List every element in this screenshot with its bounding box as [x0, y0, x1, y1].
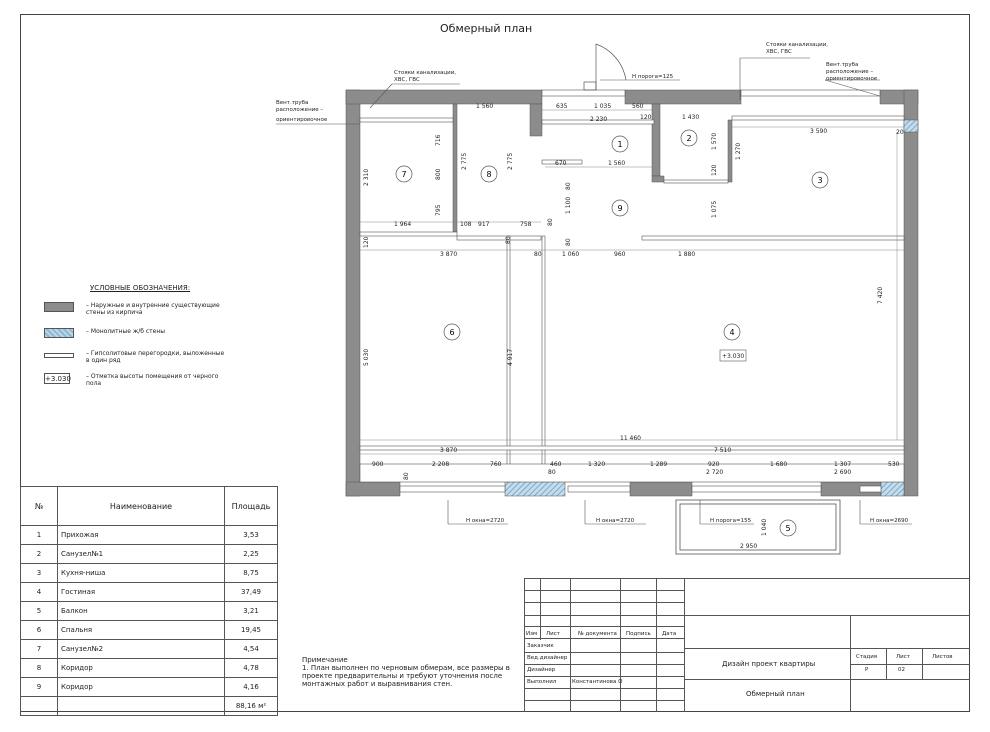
total-area: 88,16 м²	[225, 697, 278, 716]
dim: 20	[896, 129, 904, 136]
dim: 2 230	[590, 116, 608, 123]
stack-label-right: Стояки канализации,	[766, 42, 829, 48]
plan-annotations	[276, 42, 909, 524]
stamp-role: Дизайнер	[527, 667, 556, 673]
room-area: 3,53	[225, 526, 278, 545]
col-header: №	[21, 487, 58, 526]
room-number: 1	[21, 526, 58, 545]
entry-door	[584, 44, 626, 90]
windows	[400, 90, 881, 492]
room-name: Спальня	[58, 621, 225, 640]
window-height-1: Н окна=2720	[466, 518, 505, 524]
dim: 80	[565, 238, 572, 246]
dim: 2 950	[740, 543, 758, 550]
room-number-label: 3	[817, 176, 823, 185]
col-header: Наименование	[58, 487, 225, 526]
dim: 2 208	[432, 461, 450, 468]
vent-label-right: Вент.труба	[826, 62, 859, 68]
room-name: Кухня-ниша	[58, 564, 225, 583]
dim: 460	[550, 461, 562, 468]
sheet-value: 02	[898, 667, 905, 673]
stack-label-right-2: ХВС, ГВС	[766, 49, 792, 55]
dim: 1 040	[761, 518, 768, 536]
dim: 1 560	[476, 103, 494, 110]
room-name: Коридор	[58, 678, 225, 697]
height-mark-swatch: +3.030	[45, 375, 71, 383]
dim: 795	[435, 204, 442, 216]
threshold-entry: Н порога=125	[632, 74, 674, 80]
dim: 2 775	[461, 152, 468, 170]
room-number: 5	[21, 602, 58, 621]
dim: 1 035	[594, 103, 612, 110]
table-row	[21, 526, 278, 545]
room-number: 8	[21, 659, 58, 678]
dim: 635	[556, 103, 568, 110]
sheets-label: Листов	[932, 654, 953, 660]
dim: 800	[435, 168, 442, 180]
table-row	[21, 678, 278, 697]
dim: 960	[614, 251, 626, 258]
dim: 1 430	[682, 114, 700, 121]
dim: 3 590	[810, 128, 828, 135]
dim: 917	[478, 221, 490, 228]
room-name: Коридор	[58, 659, 225, 678]
dim: 120	[363, 236, 370, 248]
gypsum-swatch	[44, 353, 74, 358]
dim: 2 690	[834, 469, 852, 476]
room-number-label: 6	[449, 328, 455, 337]
room-number: 4	[21, 583, 58, 602]
dim: 900	[372, 461, 384, 468]
dim: 80	[548, 469, 556, 476]
stamp-role: Вед.дизайнер	[527, 655, 568, 661]
dim: 1 570	[711, 132, 718, 150]
table-row	[21, 583, 278, 602]
room-area: 19,45	[225, 621, 278, 640]
stamp-role: Выполнил	[527, 679, 557, 685]
room-area: 4,78	[225, 659, 278, 678]
dim: 758	[520, 221, 532, 228]
rooms-table	[20, 486, 278, 716]
dim: 2 720	[706, 469, 724, 476]
note-text: 1. План выполнен по черновым обмерам, все размеры в проекте предварительны и требуют уточнения после монтажных работ и выравнивания стен.	[302, 664, 510, 688]
window-height-2: Н окна=2720	[596, 518, 635, 524]
balcony	[676, 500, 840, 554]
dim: 80	[505, 236, 512, 244]
dim: 716	[435, 134, 442, 146]
stamp-name: Константинова О	[572, 679, 623, 685]
legend-heading: УСЛОВНЫЕ ОБОЗНАЧЕНИЯ:	[90, 284, 191, 292]
title-block	[524, 578, 970, 712]
room-name: Гостиная	[58, 583, 225, 602]
dim: 1 964	[394, 221, 412, 228]
stack-label-left-2: ХВС, ГВС	[394, 77, 420, 83]
stamp-col: Изм	[526, 631, 538, 637]
col-header: Площадь	[225, 487, 278, 526]
dim: 2 775	[507, 152, 514, 170]
table-row	[21, 602, 278, 621]
table-row	[21, 545, 278, 564]
legend-text: – Наружные и внутренние существующие стены из кирпича	[86, 302, 220, 316]
rooms-table-body	[21, 526, 278, 697]
dim: 1 075	[711, 200, 718, 218]
stamp-col: Лист	[546, 631, 560, 637]
room-name: Санузел№1	[58, 545, 225, 564]
stage-label: Стадия	[856, 654, 878, 660]
dim: 120	[640, 114, 652, 121]
height-mark: +3.030	[722, 353, 745, 360]
dim: 1 680	[770, 461, 788, 468]
dim: 560	[632, 103, 644, 110]
dim: 108	[460, 221, 472, 228]
dim: 760	[490, 461, 502, 468]
vent-label-left-2: расположение –	[276, 107, 324, 113]
stamp-col: Дата	[662, 631, 677, 637]
dim: 7 420	[877, 286, 884, 304]
note	[302, 656, 517, 688]
table-row	[21, 621, 278, 640]
stage-value: Р	[865, 667, 869, 673]
room-name: Санузел№2	[58, 640, 225, 659]
room-number: 6	[21, 621, 58, 640]
table-row	[21, 697, 278, 716]
dim: 670	[555, 160, 567, 167]
table-row	[21, 659, 278, 678]
room-number-label: 9	[617, 204, 623, 213]
room-number-label: 4	[729, 328, 735, 337]
dim: 530	[888, 461, 900, 468]
stack-label-left: Стояки канализации,	[394, 70, 457, 76]
stamp-role: Заказчик	[527, 643, 554, 649]
room-area: 4,54	[225, 640, 278, 659]
room-number-label: 2	[686, 134, 692, 143]
threshold-balcony: Н порога=155	[710, 518, 752, 524]
table-row	[21, 640, 278, 659]
page-title: Обмерный план	[440, 22, 533, 35]
room-number: 2	[21, 545, 58, 564]
room-area: 8,75	[225, 564, 278, 583]
dim: 3 870	[440, 251, 458, 258]
stamp-col: Подпись	[626, 631, 651, 637]
dim: 3 870	[440, 447, 458, 454]
room-number-label: 5	[785, 524, 791, 533]
room-number: 3	[21, 564, 58, 583]
dim: 80	[403, 472, 410, 480]
dim: 80	[534, 251, 542, 258]
dim: 1 560	[608, 160, 626, 167]
dim: 1 307	[834, 461, 852, 468]
room-name: Прихожая	[58, 526, 225, 545]
vent-label-right-2: расположение –	[826, 69, 874, 75]
sheet-title: Обмерный план	[746, 690, 805, 698]
room-area: 3,21	[225, 602, 278, 621]
dim: 5 030	[363, 348, 370, 366]
dimension-lines	[360, 110, 904, 454]
dim: 7 510	[714, 447, 732, 454]
legend-text: – Гипсолитовые перегородки, выложенные в один ряд	[86, 350, 225, 364]
vent-label-left-3: ориентировочное	[276, 117, 328, 123]
room-number: 7	[21, 640, 58, 659]
monolith-swatch	[44, 328, 74, 338]
dim: 920	[708, 461, 720, 468]
window-height-3: Н окна=2690	[870, 518, 909, 524]
room-area: 37,49	[225, 583, 278, 602]
legend-text: – Отметка высоты помещения от черного пола	[86, 373, 219, 387]
dim: 11 460	[620, 435, 641, 442]
room-name: Балкон	[58, 602, 225, 621]
room-area: 4,16	[225, 678, 278, 697]
legend-text: – Монолитные ж/б стены	[86, 328, 166, 335]
brick-swatch	[44, 302, 74, 312]
room-number: 9	[21, 678, 58, 697]
dim: 1 100	[565, 196, 572, 214]
dim: 1 060	[562, 251, 580, 258]
vent-label-left: Вент.труба	[276, 100, 309, 106]
project-name: Дизайн проект квартиры	[722, 660, 816, 668]
dim: 1 289	[650, 461, 668, 468]
dim: 4 917	[507, 348, 514, 366]
sheet-label: Лист	[896, 654, 910, 660]
dim: 1 880	[678, 251, 696, 258]
table-row	[21, 564, 278, 583]
note-heading: Примечание	[302, 656, 348, 664]
room-number-label: 1	[617, 140, 623, 149]
dim: 120	[711, 164, 718, 176]
room-number-label: 8	[486, 170, 492, 179]
dim: 1 270	[735, 142, 742, 160]
room-number-label: 7	[401, 170, 407, 179]
dim: 2 310	[363, 168, 370, 186]
dim: 80	[547, 218, 554, 226]
vent-label-right-3: ориентировочное	[826, 76, 878, 82]
dim: 80	[565, 182, 572, 190]
room-area: 2,25	[225, 545, 278, 564]
stamp-col: № документа	[578, 631, 617, 637]
dim: 1 320	[588, 461, 606, 468]
